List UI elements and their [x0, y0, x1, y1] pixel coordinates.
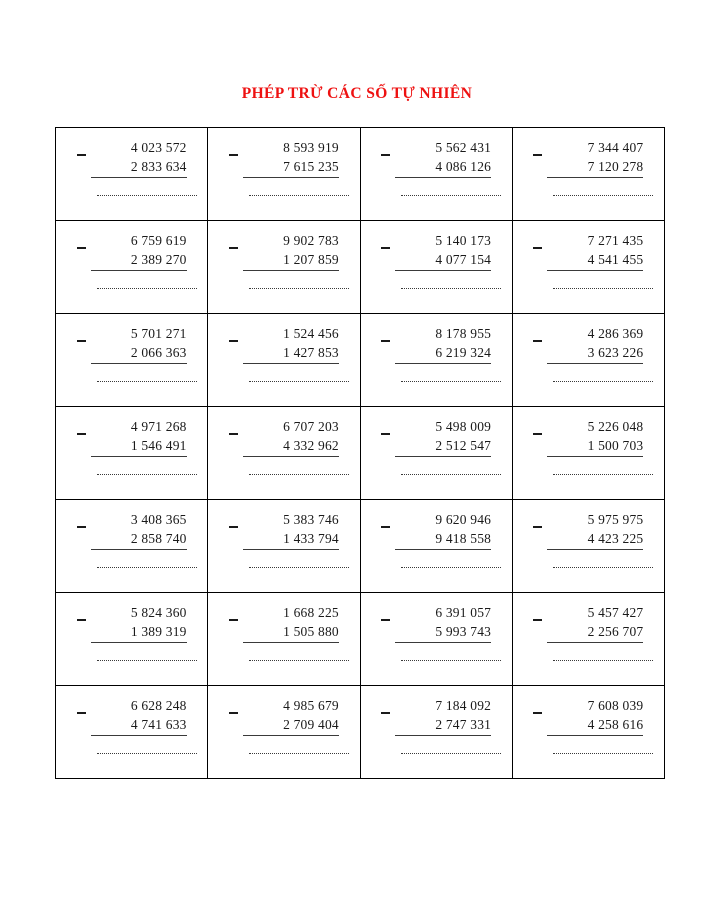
- problem-cell[interactable]: [512, 128, 664, 221]
- problem-cell[interactable]: [512, 500, 664, 593]
- minus-sign-icon: [533, 526, 542, 528]
- answer-input-line[interactable]: [97, 753, 197, 754]
- answer-input-line[interactable]: [97, 474, 197, 475]
- calculation-stack: [229, 138, 339, 196]
- subtrahend: 2 858 740: [91, 529, 187, 550]
- calculation-stack: [533, 510, 643, 568]
- subtraction-problem: [513, 314, 664, 406]
- problems-table: [55, 127, 665, 779]
- subtraction-problem: [361, 407, 512, 499]
- problem-cell[interactable]: [360, 128, 512, 221]
- answer-input-line[interactable]: [97, 381, 197, 382]
- problem-cell[interactable]: [208, 500, 360, 593]
- answer-input-line[interactable]: [401, 381, 501, 382]
- minuend: 5 701 271: [130, 326, 187, 341]
- minus-sign-icon: [77, 247, 86, 249]
- subtrahend: 4 332 962: [243, 436, 339, 457]
- subtraction-problem: [513, 686, 664, 778]
- minuend: 9 902 783: [283, 233, 339, 248]
- calculation-stack: [77, 324, 187, 382]
- problem-cell[interactable]: [56, 686, 208, 779]
- minuend: 7 271 435: [587, 233, 644, 248]
- subtrahend: 1 500 703: [547, 436, 643, 457]
- calculation-stack: [381, 417, 491, 475]
- minuend: 9 620 946: [435, 512, 492, 527]
- answer-input-line[interactable]: [97, 195, 197, 196]
- minuend: 5 383 746: [283, 512, 339, 527]
- minuend: 7 608 039: [587, 698, 644, 713]
- subtraction-problem: [361, 128, 512, 220]
- subtrahend: 2 709 404: [243, 715, 339, 736]
- minus-sign-icon: [229, 154, 238, 156]
- minus-sign-icon: [381, 154, 390, 156]
- table-row: [56, 500, 665, 593]
- subtraction-problem: [361, 686, 512, 778]
- minuend: 1 668 225: [283, 605, 339, 620]
- problem-cell[interactable]: [512, 221, 664, 314]
- subtrahend: 7 120 278: [547, 157, 643, 178]
- answer-input-line[interactable]: [553, 567, 653, 568]
- subtrahend: 1 505 880: [243, 622, 339, 643]
- minus-sign-icon: [229, 433, 238, 435]
- problems-table-body: [56, 128, 665, 779]
- problem-cell[interactable]: [56, 500, 208, 593]
- minus-sign-icon: [533, 619, 542, 621]
- table-row: [56, 593, 665, 686]
- minuend: 5 824 360: [130, 605, 187, 620]
- problem-cell[interactable]: [208, 128, 360, 221]
- answer-input-line[interactable]: [401, 195, 501, 196]
- answer-input-line[interactable]: [249, 753, 349, 754]
- minus-sign-icon: [77, 619, 86, 621]
- minuend: 5 975 975: [587, 512, 644, 527]
- answer-input-line[interactable]: [553, 288, 653, 289]
- answer-input-line[interactable]: [249, 381, 349, 382]
- subtrahend: 2 256 707: [547, 622, 643, 643]
- subtrahend: 4 541 455: [547, 250, 643, 271]
- problem-cell[interactable]: [56, 221, 208, 314]
- minus-sign-icon: [533, 712, 542, 714]
- subtraction-problem: [208, 407, 359, 499]
- calculation-stack: [381, 138, 491, 196]
- minuend: 1 524 456: [283, 326, 339, 341]
- problem-cell[interactable]: [56, 407, 208, 500]
- minuend: 5 457 427: [587, 605, 644, 620]
- problem-cell[interactable]: [360, 314, 512, 407]
- calculation-stack: [381, 603, 491, 661]
- subtraction-problem: [513, 500, 664, 592]
- answer-input-line[interactable]: [553, 381, 653, 382]
- subtraction-problem: [208, 128, 359, 220]
- subtrahend: 1 389 319: [91, 622, 187, 643]
- calculation-stack: [77, 231, 187, 289]
- problem-cell[interactable]: [512, 314, 664, 407]
- answer-input-line[interactable]: [249, 660, 349, 661]
- calculation-stack: [77, 417, 187, 475]
- minus-sign-icon: [77, 340, 86, 342]
- calculation-stack: [381, 696, 491, 754]
- subtraction-problem: [208, 500, 359, 592]
- minuend: 4 971 268: [130, 419, 187, 434]
- answer-input-line[interactable]: [553, 753, 653, 754]
- subtraction-problem: [513, 128, 664, 220]
- table-row: [56, 128, 665, 221]
- minuend: 7 184 092: [435, 698, 492, 713]
- minus-sign-icon: [381, 619, 390, 621]
- subtraction-problem: [56, 407, 207, 499]
- subtraction-problem: [513, 593, 664, 685]
- table-row: [56, 407, 665, 500]
- minus-sign-icon: [381, 433, 390, 435]
- subtraction-problem: [361, 221, 512, 313]
- calculation-stack: [77, 603, 187, 661]
- minus-sign-icon: [381, 247, 390, 249]
- answer-input-line[interactable]: [401, 288, 501, 289]
- minuend: 5 562 431: [435, 140, 492, 155]
- subtrahend: 2 512 547: [395, 436, 491, 457]
- calculation-stack: [381, 324, 491, 382]
- calculation-stack: [229, 417, 339, 475]
- calculation-stack: [229, 603, 339, 661]
- answer-input-line[interactable]: [97, 660, 197, 661]
- minus-sign-icon: [229, 712, 238, 714]
- problem-cell[interactable]: [360, 593, 512, 686]
- answer-input-line[interactable]: [249, 474, 349, 475]
- subtraction-problem: [56, 686, 207, 778]
- minus-sign-icon: [229, 619, 238, 621]
- calculation-stack: [533, 231, 643, 289]
- minus-sign-icon: [77, 433, 86, 435]
- subtrahend: 2 833 634: [91, 157, 187, 178]
- minus-sign-icon: [533, 247, 542, 249]
- subtraction-problem: [56, 128, 207, 220]
- subtrahend: 1 427 853: [243, 343, 339, 364]
- minuend: 3 408 365: [130, 512, 187, 527]
- minuend: 6 391 057: [435, 605, 492, 620]
- answer-input-line[interactable]: [553, 660, 653, 661]
- problem-cell[interactable]: [208, 221, 360, 314]
- minus-sign-icon: [533, 433, 542, 435]
- minus-sign-icon: [229, 526, 238, 528]
- subtrahend: 3 623 226: [547, 343, 643, 364]
- minus-sign-icon: [77, 712, 86, 714]
- subtraction-problem: [208, 686, 359, 778]
- subtrahend: 7 615 235: [243, 157, 339, 178]
- subtrahend: 4 423 225: [547, 529, 643, 550]
- minuend: 6 628 248: [130, 698, 187, 713]
- minuend: 5 226 048: [587, 419, 644, 434]
- problem-cell[interactable]: [56, 593, 208, 686]
- subtrahend: 2 389 270: [91, 250, 187, 271]
- subtraction-problem: [208, 314, 359, 406]
- answer-input-line[interactable]: [553, 474, 653, 475]
- problem-cell[interactable]: [208, 686, 360, 779]
- answer-input-line[interactable]: [401, 753, 501, 754]
- minus-sign-icon: [533, 340, 542, 342]
- problem-cell[interactable]: [208, 314, 360, 407]
- calculation-stack: [229, 696, 339, 754]
- minuend: 7 344 407: [587, 140, 644, 155]
- subtraction-problem: [513, 221, 664, 313]
- subtraction-problem: [361, 314, 512, 406]
- calculation-stack: [533, 417, 643, 475]
- minuend: 5 140 173: [435, 233, 492, 248]
- page-title: PHÉP TRỪ CÁC SỐ TỰ NHIÊN: [241, 85, 473, 102]
- answer-input-line[interactable]: [249, 567, 349, 568]
- problem-cell[interactable]: [512, 407, 664, 500]
- subtrahend: 4 086 126: [395, 157, 491, 178]
- subtraction-problem: [208, 221, 359, 313]
- subtrahend: 1 546 491: [91, 436, 187, 457]
- problem-cell[interactable]: [208, 593, 360, 686]
- minus-sign-icon: [381, 340, 390, 342]
- table-row: [56, 314, 665, 407]
- subtrahend: 2 066 363: [91, 343, 187, 364]
- answer-input-line[interactable]: [401, 567, 501, 568]
- minus-sign-icon: [77, 526, 86, 528]
- minus-sign-icon: [381, 712, 390, 714]
- calculation-stack: [533, 603, 643, 661]
- answer-input-line[interactable]: [97, 567, 197, 568]
- subtrahend: 5 993 743: [395, 622, 491, 643]
- problem-cell[interactable]: [360, 686, 512, 779]
- calculation-stack: [77, 696, 187, 754]
- subtrahend: 4 258 616: [547, 715, 643, 736]
- subtrahend: 1 207 859: [243, 250, 339, 271]
- minuend: 4 023 572: [130, 140, 187, 155]
- answer-input-line[interactable]: [249, 288, 349, 289]
- subtraction-problem: [56, 314, 207, 406]
- calculation-stack: [533, 138, 643, 196]
- answer-input-line[interactable]: [553, 195, 653, 196]
- calculation-stack: [77, 138, 187, 196]
- subtraction-problem: [208, 593, 359, 685]
- subtrahend: 4 077 154: [395, 250, 491, 271]
- answer-input-line[interactable]: [401, 474, 501, 475]
- minuend: 6 759 619: [130, 233, 187, 248]
- problem-cell[interactable]: [512, 686, 664, 779]
- problem-cell[interactable]: [512, 593, 664, 686]
- subtraction-problem: [361, 593, 512, 685]
- calculation-stack: [229, 510, 339, 568]
- minus-sign-icon: [77, 154, 86, 156]
- minuend: 5 498 009: [435, 419, 492, 434]
- problem-cell[interactable]: [360, 500, 512, 593]
- calculation-stack: [533, 696, 643, 754]
- calculation-stack: [229, 324, 339, 382]
- minus-sign-icon: [229, 247, 238, 249]
- problem-cell[interactable]: [56, 128, 208, 221]
- subtrahend: 4 741 633: [91, 715, 187, 736]
- subtrahend: 2 747 331: [395, 715, 491, 736]
- problem-cell[interactable]: [208, 407, 360, 500]
- calculation-stack: [77, 510, 187, 568]
- problem-cell[interactable]: [360, 221, 512, 314]
- calculation-stack: [381, 510, 491, 568]
- answer-input-line[interactable]: [249, 195, 349, 196]
- minus-sign-icon: [533, 154, 542, 156]
- minuend: 8 178 955: [435, 326, 492, 341]
- minuend: 6 707 203: [283, 419, 339, 434]
- subtraction-problem: [513, 407, 664, 499]
- subtrahend: 1 433 794: [243, 529, 339, 550]
- minuend: 4 286 369: [587, 326, 644, 341]
- answer-input-line[interactable]: [97, 288, 197, 289]
- subtraction-problem: [56, 593, 207, 685]
- minuend: 8 593 919: [283, 140, 339, 155]
- calculation-stack: [229, 231, 339, 289]
- subtrahend: 6 219 324: [395, 343, 491, 364]
- calculation-stack: [381, 231, 491, 289]
- table-row: [56, 221, 665, 314]
- subtraction-problem: [361, 500, 512, 592]
- minus-sign-icon: [381, 526, 390, 528]
- subtraction-problem: [56, 221, 207, 313]
- problem-cell[interactable]: [360, 407, 512, 500]
- table-row: [56, 686, 665, 779]
- calculation-stack: [533, 324, 643, 382]
- subtraction-problem: [56, 500, 207, 592]
- minuend: 4 985 679: [283, 698, 339, 713]
- answer-input-line[interactable]: [401, 660, 501, 661]
- subtrahend: 9 418 558: [395, 529, 491, 550]
- problem-cell[interactable]: [56, 314, 208, 407]
- minus-sign-icon: [229, 340, 238, 342]
